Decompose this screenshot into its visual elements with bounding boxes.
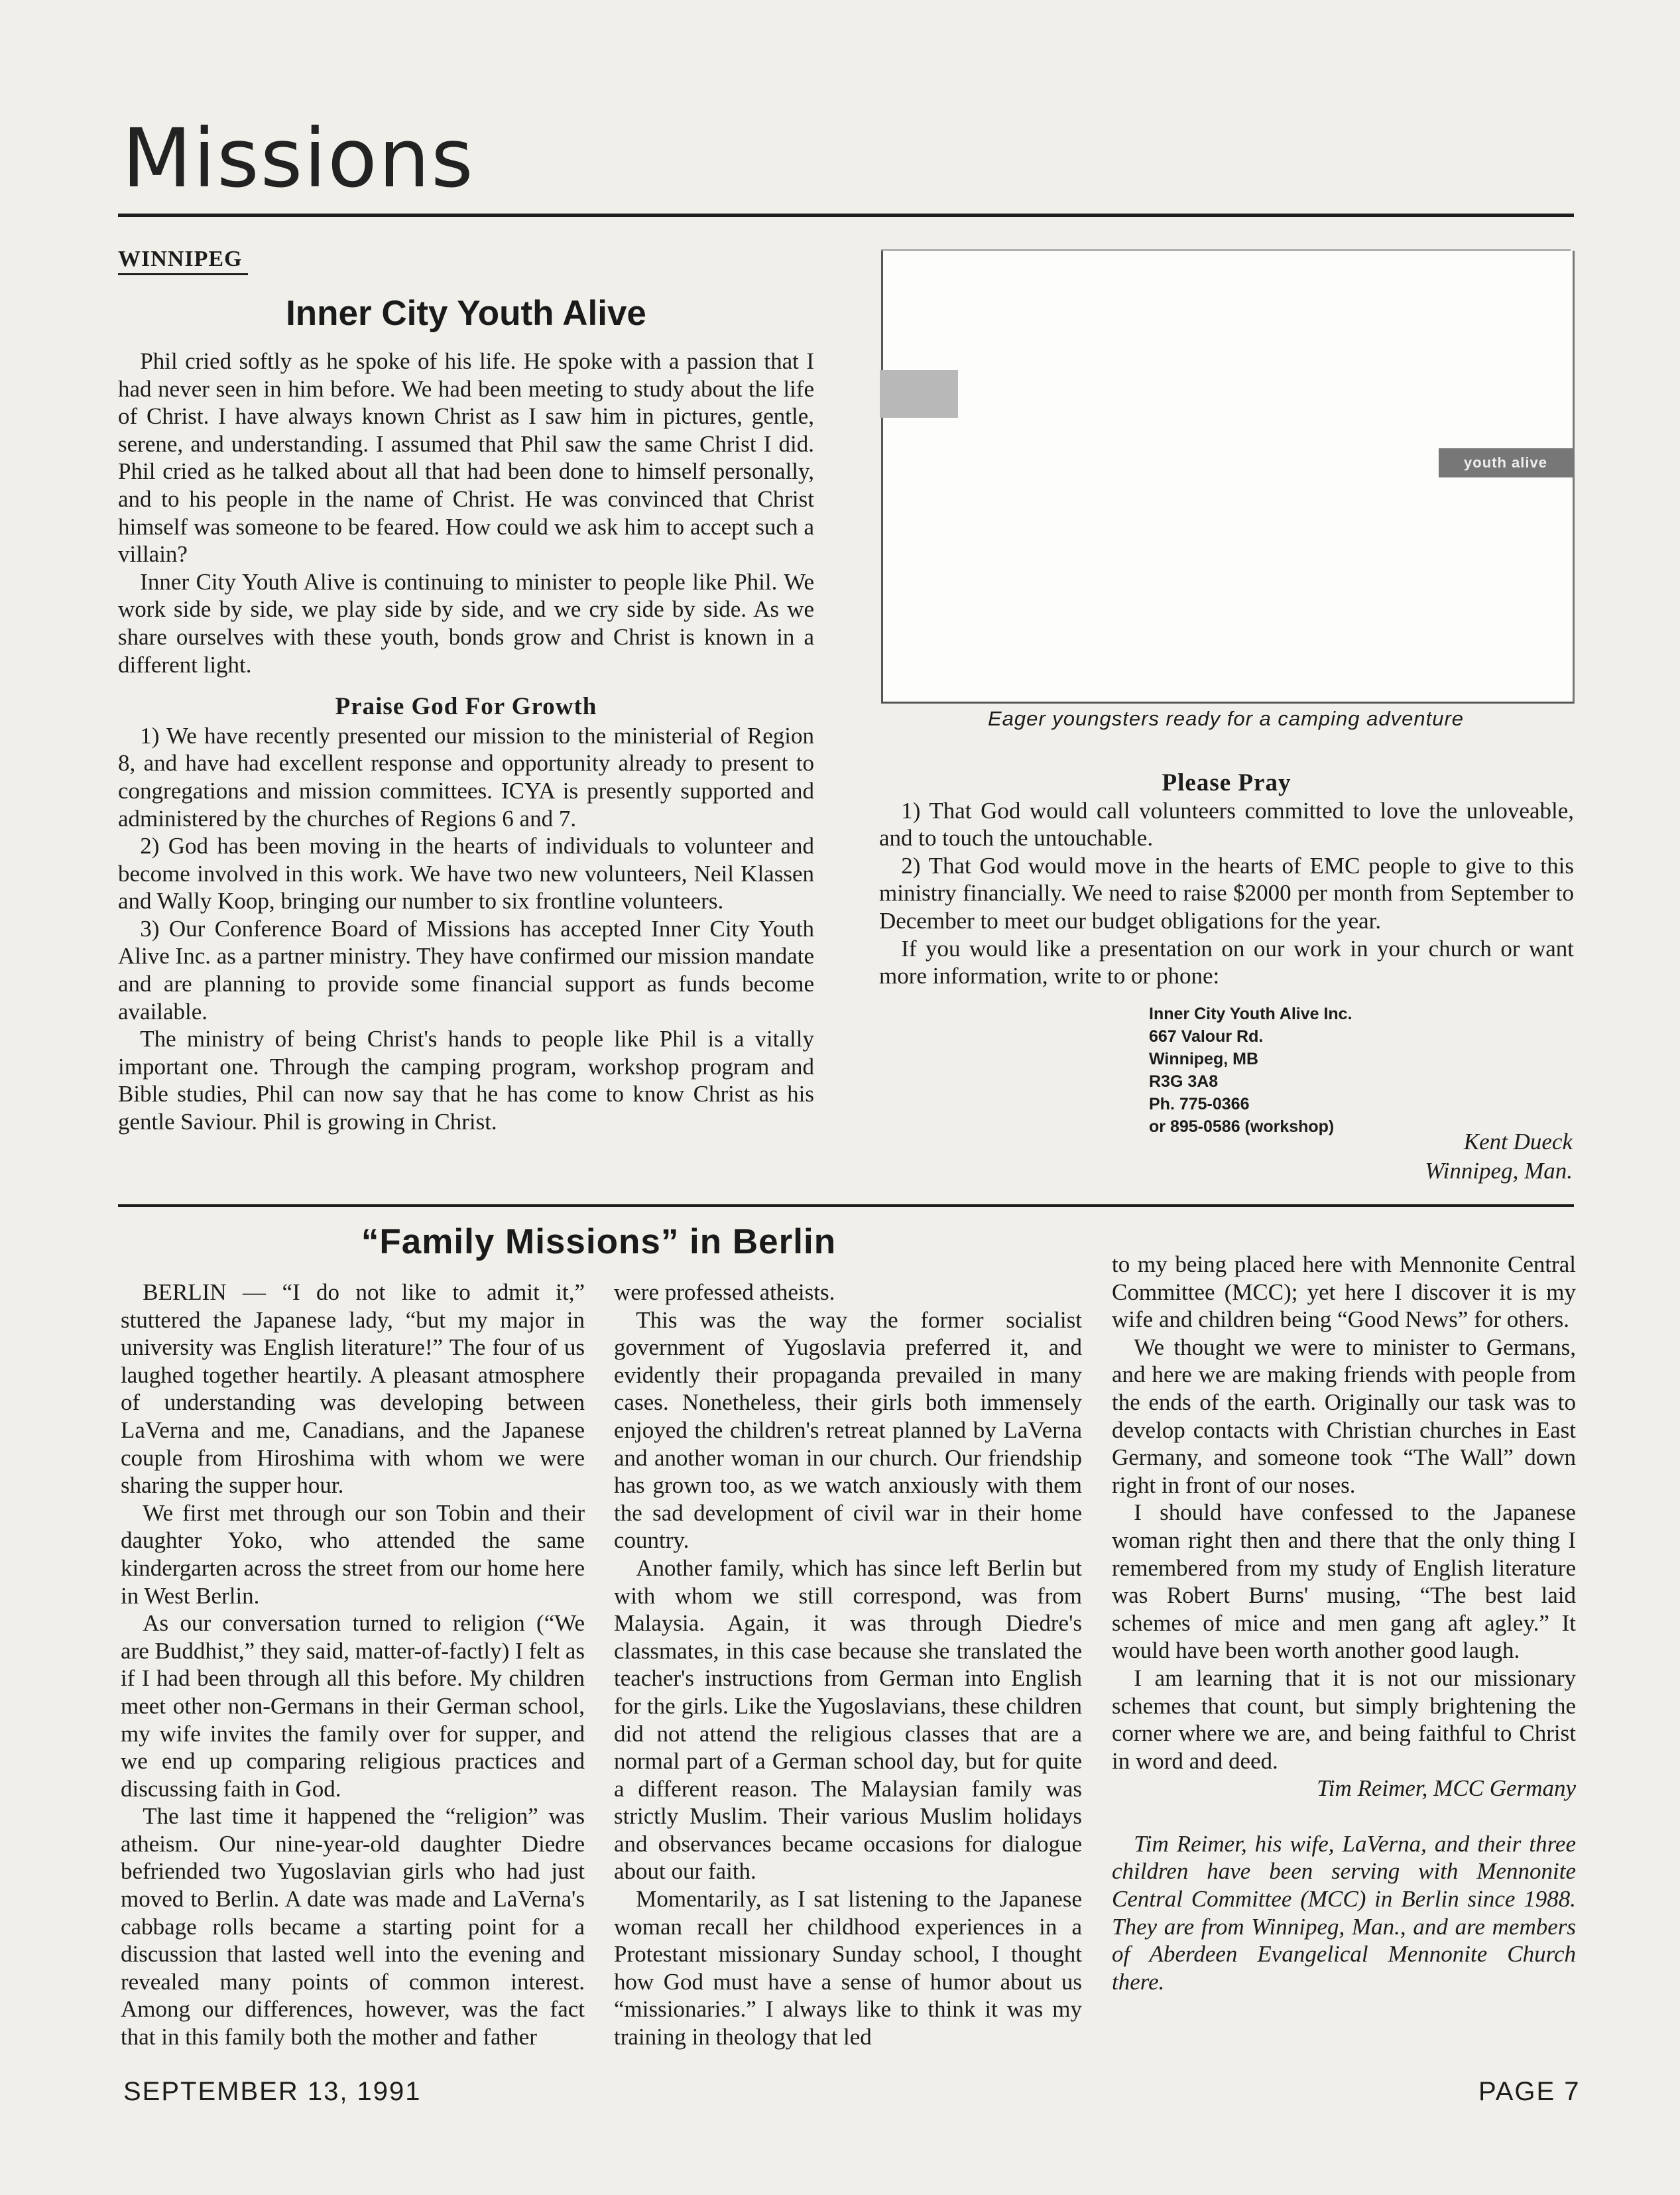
article2-column-1 <box>121 1279 585 2051</box>
article1-growth-paragraph: The ministry of being Christ's hands to people like Phil is a vitally important one. Through the camping program, workshop program and Bible studies, Phil can now say that he has come to know Christ as his gentle Saviour. Phil is growing in Christ. <box>118 1026 814 1135</box>
article-divider <box>118 1204 1574 1207</box>
article2-paragraph: to my being placed here with Mennonite Central Committee (MCC); yet here I discover it is my wife and children being “Good News” for others. <box>1112 1251 1576 1333</box>
article2-paragraph: I am learning that it is not our missionary schemes that count, but simply brightening the corner where we are, and being faithful to Christ in word and deed. <box>1112 1664 1576 1774</box>
article2-column-3 <box>1112 1251 1576 1995</box>
author-bio: Tim Reimer, his wife, LaVerna, and their three children have been serving with Mennonite Central Committee (MCC) in Berlin since 1988. They are from Winnipeg, Man., and are members of Aberdeen Evangelical Mennonite Church there. <box>1112 1830 1576 1995</box>
footer-date: SEPTEMBER 13, 1991 <box>123 2077 422 2106</box>
author-location: Winnipeg, Man. <box>1425 1158 1573 1184</box>
article1-byline <box>1260 1127 1573 1186</box>
article2-paragraph: BERLIN — “I do not like to admit it,” stuttered the Japanese lady, “but my major in university was English literature!” The four of us laughed together heartily. A pleasant atmosphere of understanding was developing between LaVerna and me, Canadians, and the Japanese couple from Hiroshima with whom we were sharing the supper hour. <box>121 1279 585 1499</box>
address-line: or 895-0586 (workshop) <box>1149 1117 1335 1136</box>
article2-column-2 <box>614 1279 1082 2051</box>
section-title: Missions <box>122 111 475 206</box>
address-line: Ph. 775-0366 <box>1149 1095 1250 1113</box>
article1-kicker: WINNIPEG <box>118 247 243 271</box>
subhead-please-pray: Please Pray <box>1162 769 1291 796</box>
footer-page-number: PAGE 7 <box>1478 2077 1581 2106</box>
subhead-praise-god: Praise God For Growth <box>335 693 597 721</box>
article2-paragraph: I should have confessed to the Japanese woman right then and there that the only thing I remembered from my study of English literature was Robert Burns' musing, “The best laid schemes of mice and men gang aft agley.” It would have been worth another good laugh. <box>1112 1499 1576 1664</box>
article2-signature: Tim Reimer, MCC Germany <box>1317 1775 1576 1802</box>
article2-paragraph: The last time it happened the “religion” was atheism. Our nine-year-old daughter Diedre befriended two Yugoslavian girls who had just moved to Berlin. A date was made and LaVerna's cabbage rolls became a starting point for a discussion that lasted well into the evening and revealed many points of common interest. Among our differences, however, was the fact that in this family both the mother and father <box>121 1803 585 2050</box>
article1-growth-paragraph: 3) Our Conference Board of Missions has accepted Inner City Youth Alive Inc. as a partner ministry. They have confirmed our mission mandate and are planning to provide some financial support as funds become available. <box>118 915 814 1025</box>
photo-caption: Eager youngsters ready for a camping adventure <box>987 707 1465 730</box>
pray-paragraph: If you would like a presentation on our work in your church or want more information, write to or phone: <box>879 935 1574 989</box>
article1-intro-paragraph: Inner City Youth Alive is continuing to minister to people like Phil. We work side by side, we play side by side, and we cry side by side. As we share ourselves with these youth, bonds grow and Christ is known in a different light. <box>118 568 814 678</box>
header-rule <box>118 214 1574 217</box>
address-line: 667 Valour Rd. <box>1149 1027 1264 1046</box>
article2-paragraph: This was the way the former socialist government of Yugoslavia preferred it, and evidently their propaganda prevailed in many cases. Nonetheless, their girls both immensely enjoyed the children's retreat planned by LaVerna and another woman in our church. Our friendship has grown too, as we watch anxiously with them the sad development of civil war in their home country. <box>614 1306 1082 1554</box>
article1-growth-paragraph: 1) We have recently presented our mission to the ministerial of Region 8, and have had excellent response and opportunity already to present to congregations and mission committees. ICYA is presently supported and administered by the churches of Regions 6 and 7. <box>118 722 814 832</box>
author-name: Kent Dueck <box>1463 1129 1573 1155</box>
address-line: R3G 3A8 <box>1149 1072 1219 1091</box>
article2-paragraph: Another family, which has since left Berlin but with whom we still correspond, was from Malaysia. Again, it was through Diedre's classmates, in this case because she translated the teacher's instructions from German into English for the girls. Like the Yugoslavians, these children did not attend the religious classes that are a normal part of a German school day, but for quite a different reason. The Malaysian family was strictly Muslim. Their various Muslim holidays and observances became occasions for dialogue about our faith. <box>614 1554 1082 1885</box>
article2-paragraph: We first met through our son Tobin and their daughter Yoko, who attended the same kindergarten across the street from our home here in West Berlin. <box>121 1499 585 1609</box>
article2-headline: “Family Missions” in Berlin <box>361 1222 837 1261</box>
article1-left-column <box>118 347 814 1136</box>
address-line: Winnipeg, MB <box>1149 1050 1259 1068</box>
photo-sign-fragment <box>880 370 958 418</box>
article1-right-column <box>879 769 1574 990</box>
article1-growth-paragraph: 2) God has been moving in the hearts of individuals to volunteer and become involved in this work. We have two new volunteers, Neil Klassen and Wally Koop, bringing our number to six frontline volunteers. <box>118 833 814 914</box>
kicker-underline <box>118 273 248 275</box>
article2-paragraph: As our conversation turned to religion (“We are Buddhist,” they said, matter-of-factly) I felt as if I had been through all this before. My children meet other non-Germans in their German school, my wife invites the family over for supper, and we end up comparing religious practices and discussing faith in God. <box>121 1610 585 1802</box>
article2-paragraph: were professed atheists. <box>614 1279 835 1305</box>
pray-paragraph: 1) That God would call volunteers committed to love the unloveable, and to touch the untouchable. <box>879 797 1574 851</box>
youth-alive-banner: youth alive <box>1439 448 1573 477</box>
article1-intro-paragraph: Phil cried softly as he spoke of his life. He spoke with a passion that I had never seen in him before. We had been meeting to study about the life of Christ. I have always known Christ as I saw him in pictures, gentle, serene, and understanding. I assumed that Phil saw the same Christ I did. Phil cried as he talked about all that had been done to himself personally, and to his people in the name of Christ. He was convinced that Christ himself was someone to be feared. How could we ask him to accept such a villain? <box>118 348 814 568</box>
article2-paragraph: We thought we were to minister to Germans, and here we are making friends with people from the ends of the earth. Originally our task was to develop contacts with Christian churches in East Germany, and someone took “The Wall” down right in front of our noses. <box>1112 1334 1576 1498</box>
contact-address <box>1149 1003 1480 1138</box>
article1-headline: Inner City Youth Alive <box>286 294 646 333</box>
address-line: Inner City Youth Alive Inc. <box>1149 1005 1352 1023</box>
article2-paragraph: Momentarily, as I sat listening to the Japanese woman recall her childhood experiences in a Protestant missionary Sunday school, I thought how God must have a sense of humor about us “missionaries.” I always like to think it was my training in theology that led <box>614 1886 1082 2050</box>
pray-paragraph: 2) That God would move in the hearts of EMC people to give to this ministry financially. We need to raise $2000 per month from September to December to meet our budget obligations for the year. <box>879 852 1574 934</box>
